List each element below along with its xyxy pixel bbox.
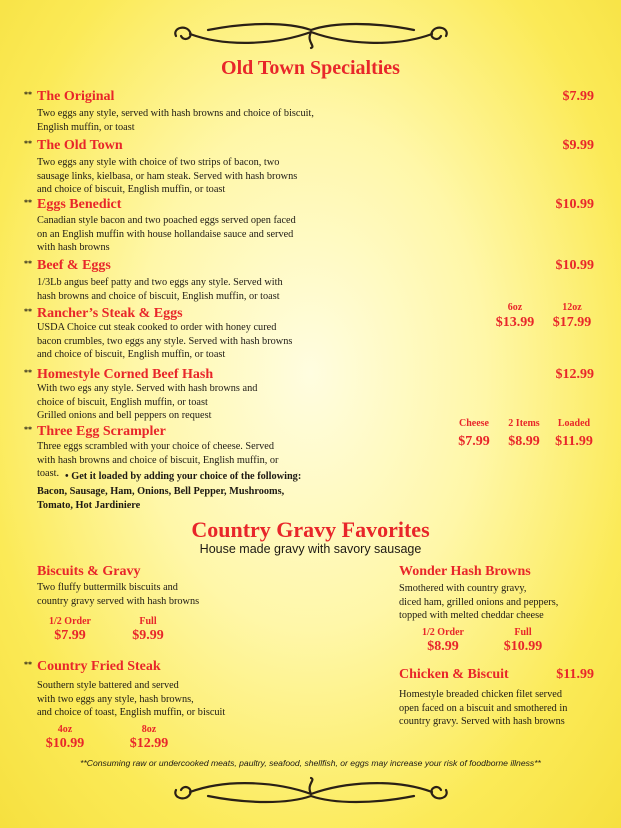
item-description: USDA Choice cut steak cooked to order with honey cured bacon crumbles, two eggs any style. Served with hash browns and choice of biscuit, English muffin, or toast [37,322,293,361]
top-flourish [168,20,454,50]
item-marker: ** [24,307,32,316]
item-description-end: toast. [37,468,60,479]
item-description: Homestyle breaded chicken filet served open faced on a biscuit and smothered in country gravy. Served with hash browns [399,689,568,728]
item-title: Wonder Hash Browns [399,564,531,579]
item-title: Eggs Benedict [37,197,122,212]
loaded-options-intro: • Get it loaded by adding your choice of the following: [65,471,302,482]
item-price: $9.99 [562,138,594,153]
item-marker: ** [24,90,32,99]
item-title: The Old Town [37,138,123,153]
item-description: Two fluffy buttermilk biscuits and country gravy served with hash browns [37,582,200,607]
option-label: 6oz [507,302,523,313]
item-title: Three Egg Scrampler [37,424,166,439]
loaded-options-line: Bacon, Sausage, Ham, Onions, Bell Pepper, Mushrooms, [37,486,285,497]
item-title: Beef & Eggs [37,258,111,273]
item-description: With two egs any style. Served with hash browns and choice of biscuit, English muffin, or toast Grilled onions and bell peppers on request [37,383,258,422]
item-title: Rancher’s Steak & Eggs [37,306,183,321]
gravy-heading: Country Gravy Favorites [191,517,430,542]
item-marker: ** [24,259,32,268]
item-title: Biscuits & Gravy [37,564,141,579]
specialties-heading: Old Town Specialties [221,57,400,79]
option-price: $10.99 [503,639,543,654]
item-marker: ** [24,139,32,148]
item-price: $10.99 [555,197,594,212]
item-description: 1/3Lb angus beef patty and two eggs any style. Served with hash browns and choice of biscuit, English muffin, or toast [37,277,283,302]
item-marker: ** [24,368,32,377]
item-title: The Original [37,89,115,104]
gravy-subheading: House made gravy with savory sausage [199,542,422,556]
item-price: $10.99 [555,258,594,273]
item-title: Homestyle Corned Beef Hash [37,367,214,382]
option-price: $9.99 [132,628,164,643]
option-label: 4oz [57,724,73,735]
option-price: $8.99 [508,434,540,449]
item-description: Canadian style bacon and two poached eggs served open faced on an English muffin with house hollandaise sauce and served with hash browns [37,215,296,254]
item-description: Two eggs any style, served with hash browns and choice of biscuit, English muffin, or toast [37,108,314,133]
option-price: $7.99 [458,434,490,449]
option-label: 1/2 Order [422,627,464,638]
item-price: $12.99 [555,367,594,382]
option-price: $8.99 [427,639,459,654]
bottom-flourish [168,776,454,808]
option-price: $17.99 [552,315,592,330]
option-label: 2 Items [508,418,540,429]
item-title: Country Fried Steak [37,659,161,674]
option-price: $11.99 [555,434,593,449]
item-description: Three eggs scrambled with your choice of cheese. Served with hash browns and choice of biscuit, English muffin, or [37,441,279,466]
option-price: $13.99 [495,315,535,330]
loaded-options-line: Tomato, Hot Jardiniere [37,500,141,511]
option-price: $12.99 [129,736,169,751]
option-price: $10.99 [45,736,85,751]
item-description: Two eggs any style with choice of two strips of bacon, two sausage links, kielbasa, or ham steak. Served with hash browns and choice of biscuit, English muffin, or toast [37,157,298,196]
option-price: $7.99 [54,628,86,643]
item-description: Southern style battered and served with two eggs any style, hash browns, and choice of toast, English muffin, or biscuit [37,680,226,719]
item-price: $11.99 [556,667,594,682]
option-label: 8oz [141,724,157,735]
item-price: $7.99 [562,89,594,104]
option-label: Loaded [557,418,591,429]
item-description: Smothered with country gravy, diced ham, grilled onions and peppers, topped with melted cheddar cheese [399,583,559,622]
item-marker: ** [24,425,32,434]
item-marker: ** [24,660,32,669]
item-title: Chicken & Biscuit [399,667,509,682]
option-label: 1/2 Order [49,616,91,627]
option-label: Full [514,627,532,638]
option-label: Full [139,616,157,627]
food-safety-footnote: **Consuming raw or undercooked meats, paultry, seafood, shellfish, or eggs may increase your risk of foodborne illness** [80,758,541,768]
option-label: 12oz [562,302,582,313]
item-marker: ** [24,198,32,207]
bullet-icon: • [65,471,69,482]
option-label: Cheese [459,418,489,429]
